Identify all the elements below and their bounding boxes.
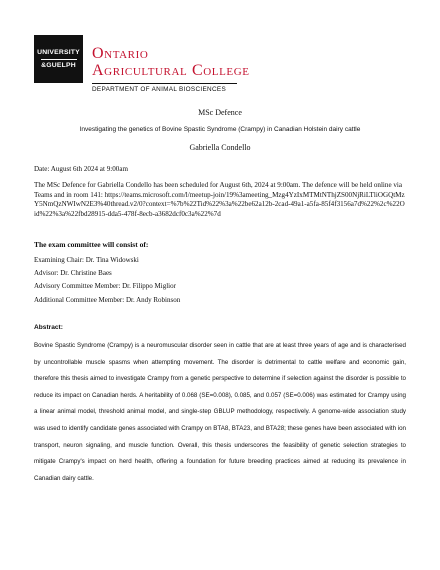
defence-date: Date: August 6th 2024 at 9:00am xyxy=(34,165,128,173)
abstract-title: Abstract: xyxy=(34,324,63,331)
defence-intro xyxy=(34,181,406,219)
abstract-text: Bovine Spastic Syndrome (Crampy) is a neuromuscular disorder seen in cattle that are at least three years of age and is characterised by uncontrollable muscle spasms when attempting movement. The disorder is detrimental to cattle welfare and economic gain, therefore this thesis aimed to investigate Crampy from a genetic perspective to determine if selection against the disorder is possible to reduce its impact on Canadian herds. A heritability of 0.068 (SE=0.008), 0.085, and 0.057 (SE=0.006) was estimated for Crampy using a linear animal model, threshold animal model, and single-step GBLUP methodology, respectively. A genome-wide association study was used to identify candidate genes associated with Crampy on BTA8, BTA23, and BTA28; these genes have been associated with ion transport, neuron signaling, and muscle function. Overall, this thesis underscores the feasibility of genetic selection strategies to mitigate Crampy's impact on herd health, offering a foundation for future breeding practices aimed at reducing its prevalence in Canadian dairy cattle. xyxy=(34,342,406,482)
author-name: Gabriella Condello xyxy=(189,143,251,152)
logo-line-guelph: &GUELPH xyxy=(41,61,76,69)
committee-member: Advisory Committee Member: Dr. Filippo Miglior xyxy=(34,282,176,290)
intro-text-with-link[interactable]: The MSc Defence for Gabriella Condello has been scheduled for August 6th, 2024 at 9:00am. The defence will be held online via Teams and in room 141: https://teams.microsoft.com/l/meetup-join/19%3ameeting_Mzg4YzIxMTMtNThjZS00NjRiLTliOGQtMzY5NmQzNWIwN2E3%40thread.v2/0?context=%7b%22Tid%22%3a%22be62a12b-2cad-49a1-a5fa-85f4f3156a7d%22%2c%22Oid%22%3a%22fbd28915-dda5-478f-8ecb-a3682dcf0c3a%22%7d xyxy=(34,181,405,218)
logo-divider xyxy=(41,59,77,60)
college-line-2: Agricultural College xyxy=(92,62,250,79)
university-logo xyxy=(34,35,83,83)
thesis-title: Investigating the genetics of Bovine Spastic Syndrome (Crampy) in Canadian Holstein dairy cattle xyxy=(79,126,361,133)
defence-type: MSc Defence xyxy=(198,108,242,117)
department-name: DEPARTMENT OF ANIMAL BIOSCIENCES xyxy=(92,86,227,93)
college-name xyxy=(92,45,412,79)
logo-line-university: UNIVERSITY xyxy=(37,49,80,57)
committee-member: Additional Committee Member: Dr. Andy Robinson xyxy=(34,296,181,304)
committee-title: The exam committee will consist of: xyxy=(34,240,149,249)
department-rule xyxy=(92,83,237,84)
college-line-1: Ontario xyxy=(92,45,149,62)
committee-member: Examining Chair: Dr. Tina Widowski xyxy=(34,256,139,264)
committee-member: Advisor: Dr. Christine Baes xyxy=(34,269,112,277)
